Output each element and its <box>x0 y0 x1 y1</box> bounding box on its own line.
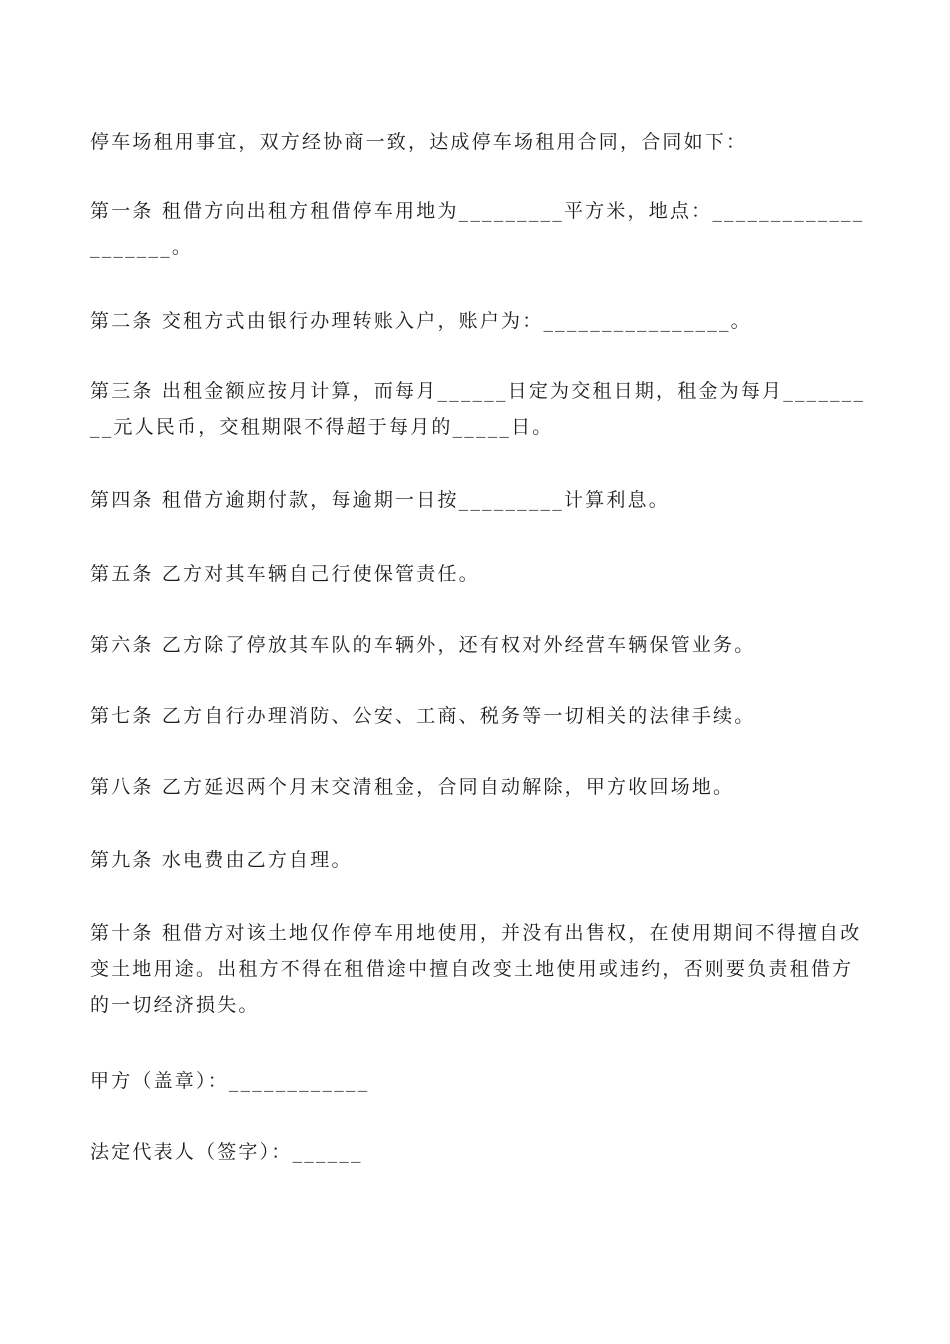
article-6: 第六条 乙方除了停放其车队的车辆外，还有权对外经营车辆保管业务。 <box>90 634 756 656</box>
party-a-seal-line: 甲方（盖章）：____________ <box>90 1070 370 1092</box>
legal-representative-signature-line: 法定代表人（签字）：______ <box>90 1141 363 1163</box>
article-3: 第三条 出租金额应按月计算，而每月______日定为交租日期，租金为每月_________元人民币，交租期限不得超于每月的_____日。 <box>90 380 866 438</box>
article-5: 第五条 乙方对其车辆自己行使保管责任。 <box>90 563 480 585</box>
article-1: 第一条 租借方向出租方租借停车用地为_________平方米，地点：____________________。 <box>90 200 865 258</box>
article-10: 第十条 租借方对该土地仅作停车用地使用，并没有出售权，在使用期间不得擅自改变土地用途。出租方不得在租借途中擅自改变土地使用或违约，否则要负责租借方的一切经济损失。 <box>90 922 862 1016</box>
article-8: 第八条 乙方延迟两个月末交清租金，合同自动解除，甲方收回场地。 <box>90 776 735 798</box>
intro-paragraph: 停车场租用事宜，双方经协商一致，达成停车场租用合同，合同如下： <box>90 131 748 153</box>
article-2: 第二条 交租方式由银行办理转账入户，账户为：________________。 <box>90 310 752 332</box>
article-9: 第九条 水电费由乙方自理。 <box>90 849 353 871</box>
article-7: 第七条 乙方自行办理消防、公安、工商、税务等一切相关的法律手续。 <box>90 705 756 727</box>
article-4: 第四条 租借方逾期付款，每逾期一日按_________计算利息。 <box>90 489 670 511</box>
